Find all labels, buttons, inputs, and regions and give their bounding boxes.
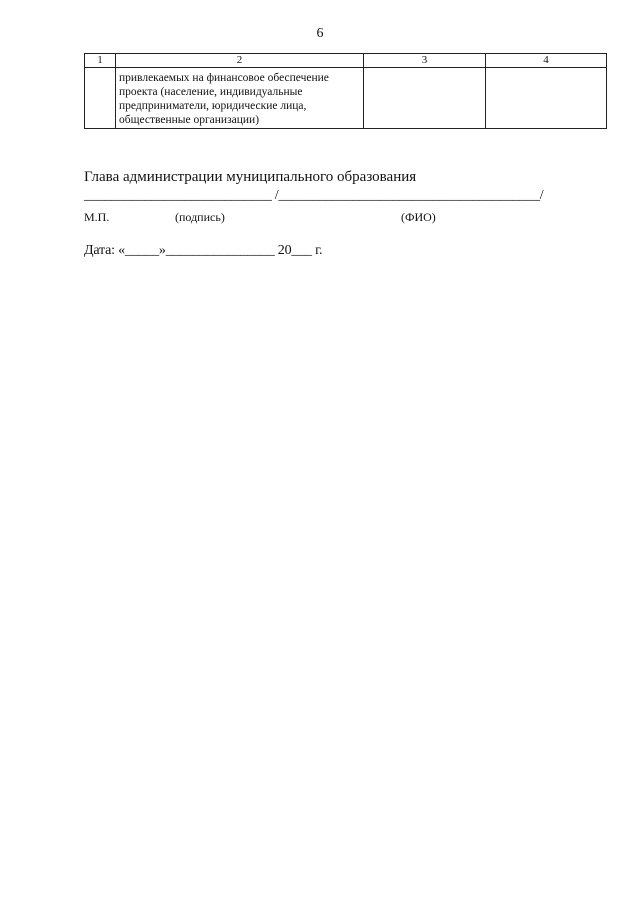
table-header-cell: 2 — [116, 54, 364, 68]
date-line: Дата: «_____»________________ 20___ г. — [84, 243, 323, 258]
full-name-label: (ФИО) — [401, 210, 436, 224]
signature-heading: Глава администрации муниципального образования — [84, 169, 417, 185]
table-cell — [85, 68, 116, 129]
signature-label: (подпись) — [175, 210, 225, 224]
data-table — [84, 53, 607, 129]
table-cell — [116, 68, 364, 129]
table-cell — [486, 68, 607, 129]
page-number: 6 — [316, 26, 324, 41]
table-header-row — [85, 54, 607, 68]
table-header-cell: 4 — [486, 54, 607, 68]
table-row — [85, 68, 607, 129]
signature-line: ____________________________ /_______________________________________/ — [84, 188, 544, 203]
table-cell-text: привлекаемых на финансовое обеспечение проекта (население, индивидуальные предприниматели, юридические лица, общественные организации) — [119, 72, 329, 126]
table-header-cell: 1 — [85, 54, 116, 68]
table-cell — [364, 68, 486, 129]
table-header-cell: 3 — [364, 54, 486, 68]
stamp-label: М.П. — [84, 210, 110, 224]
